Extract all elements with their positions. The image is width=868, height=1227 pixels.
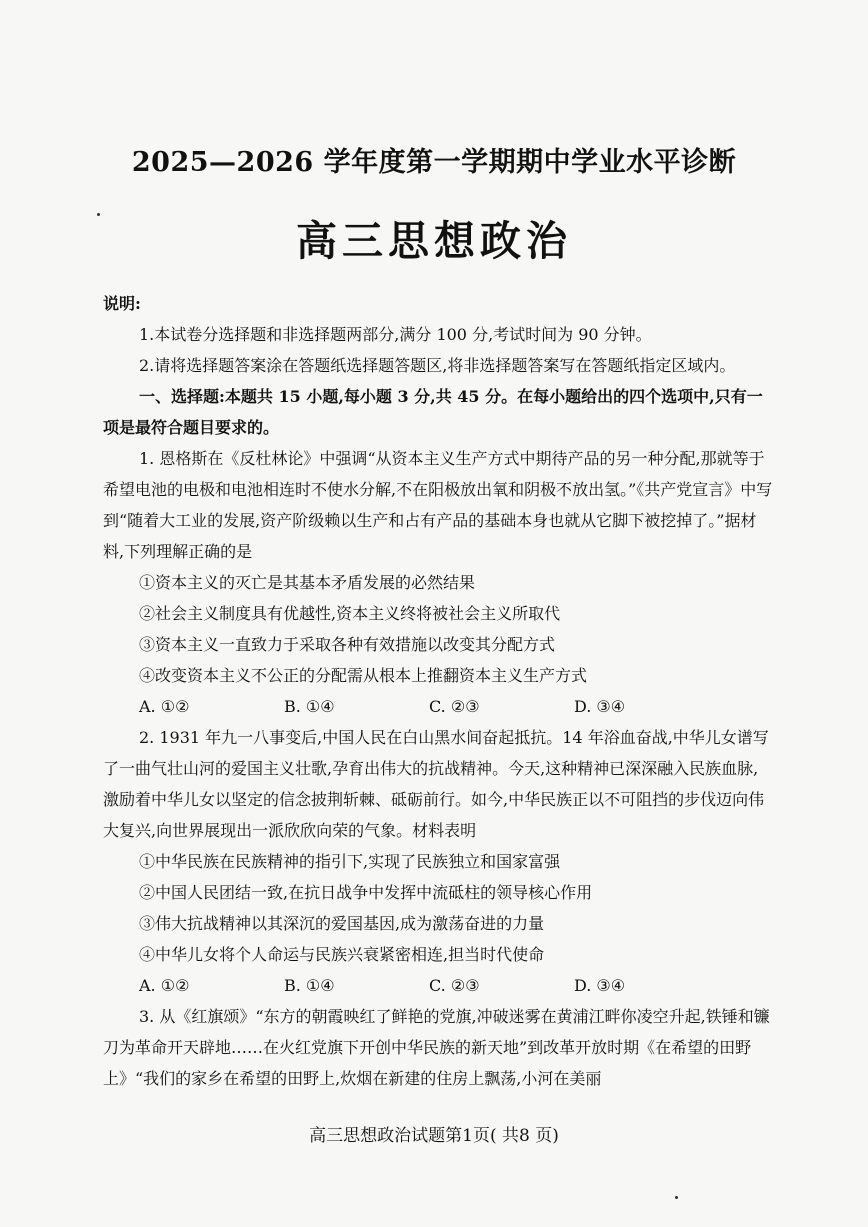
question-option: ④中华儿女将个人命运与民族兴衰紧密相连,担当时代使命 xyxy=(139,945,545,964)
section-heading: 一、选择题:本题共 15 小题,每小题 3 分,共 45 分。在每小题给出的四个选项中,只有一项是最符合题目要求的。 xyxy=(103,387,763,437)
instructions-heading: 说明: xyxy=(103,294,141,313)
question-stem: 2. 1931 年九一八事变后,中国人民在白山黑水间奋起抵抗。14 年浴血奋战,中华儿女谱写了一曲气壮山河的爱国主义壮歌,孕育出伟大的抗战精神。今天,这种精神已深深融入民族血脉,激励着中华儿女以坚定的信念披荆斩棘、砥砺前行。如今,中华民族正以不可阻挡的步伐迈向伟大复兴,向世界展现出一派欣欣向荣的气象。材料表明 xyxy=(103,728,769,840)
choice-a: A. ①② xyxy=(139,697,190,716)
question-option: ③伟大抗战精神以其深沉的爱国基因,成为激荡奋进的力量 xyxy=(139,914,545,933)
choice-b: B. ①④ xyxy=(284,976,335,995)
exam-title: 2025—2026 学年度第一学期期中学业水平诊断 xyxy=(131,147,737,178)
answer-choices xyxy=(103,691,773,722)
choice-a: A. ①② xyxy=(139,976,190,995)
page-footer: 高三思想政治试题第1页( 共8 页) xyxy=(309,1126,559,1146)
question-option: ④改变资本主义不公正的分配需从根本上推翻资本主义生产方式 xyxy=(139,666,588,685)
choice-b: B. ①④ xyxy=(284,697,335,716)
choice-d: D. ③④ xyxy=(574,976,626,995)
instruction-item: 1.本试卷分选择题和非选择题两部分,满分 100 分,考试时间为 90 分钟。 xyxy=(139,325,652,344)
answer-choices xyxy=(103,970,773,1001)
question-option: ②社会主义制度具有优越性,资本主义终将被社会主义所取代 xyxy=(139,604,561,623)
choice-c: C. ②③ xyxy=(429,697,480,716)
scan-speck xyxy=(675,1196,678,1199)
question-option: ②中国人民团结一致,在抗日战争中发挥中流砥柱的领导核心作用 xyxy=(139,883,593,902)
subject-title: 高三思想政治 xyxy=(296,217,572,265)
exam-body xyxy=(103,288,773,1094)
question-stem: 3. 从《红旗颂》“东方的朝霞映红了鲜艳的党旗,冲破迷雾在黄浦江畔你凌空升起,铁锤和镰刀为革命开天辟地……在火红党旗下开创中华民族的新天地”到改革开放时期《在希望的田野上》“我们的家乡在希望的田野上,炊烟在新建的住房上飘荡,小河在美丽 xyxy=(103,1007,770,1088)
question-option: ①中华民族在民族精神的指引下,实现了民族独立和国家富强 xyxy=(139,852,561,871)
choice-c: C. ②③ xyxy=(429,976,480,995)
instruction-item: 2.请将选择题答案涂在答题纸选择题答题区,将非选择题答案写在答题纸指定区域内。 xyxy=(139,356,736,375)
choice-d: D. ③④ xyxy=(574,697,626,716)
question-option: ①资本主义的灭亡是其基本矛盾发展的必然结果 xyxy=(139,573,476,592)
question-option: ③资本主义一直致力于采取各种有效措施以改变其分配方式 xyxy=(139,635,556,654)
question-stem: 1. 恩格斯在《反杜林论》中强调“从资本主义生产方式中期待产品的另一种分配,那就等于希望电池的电极和电池相连时不使水分解,不在阳极放出氧和阴极不放出氢。”《共产党宣言》中写到“随着大工业的发展,资产阶级赖以生产和占有产品的基础本身也就从它脚下被挖掉了。”据材料,下列理解正确的是 xyxy=(103,449,773,561)
